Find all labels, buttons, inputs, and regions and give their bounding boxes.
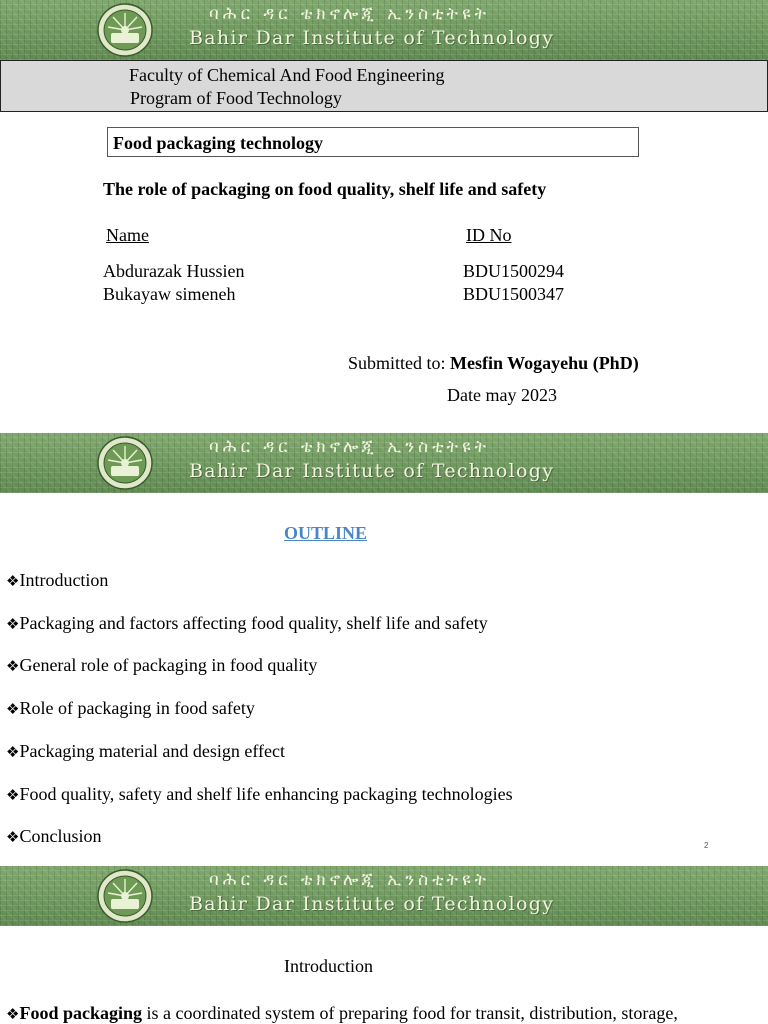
institute-logo-icon [97,869,153,923]
student-name: Abdurazak Hussien [103,261,245,281]
institute-logo-icon [97,436,153,490]
outline-item-text: Packaging material and design effect [19,741,286,761]
bullet-diamond-icon: ❖ [6,786,20,804]
id-header: ID No [466,225,512,245]
outline-item [6,826,101,847]
banner-amharic-title: ባሕር ዳር ቴክኖሎጂ ኢንስቲትዩት [209,870,490,890]
banner-amharic-title: ባሕር ዳር ቴክኖሎጂ ኢንስቲትዩት [209,4,490,24]
bullet-diamond-icon: ❖ [6,572,20,590]
course-title: Food packaging technology [113,133,324,153]
outline-item-text: General role of packaging in food quality [19,655,318,675]
program-name: Program of Food Technology [130,88,342,108]
outline-item [6,655,317,676]
institute-banner [0,0,768,60]
faculty-name: Faculty of Chemical And Food Engineering [129,65,445,85]
intro-text: is a coordinated system of preparing food for transit, distribution, storage, [141,1003,678,1023]
bullet-diamond-icon: ❖ [6,700,20,718]
intro-bold-term: Food packaging [19,1003,142,1023]
student-id: BDU1500294 [463,261,565,281]
outline-item-text: Conclusion [19,826,102,846]
outline-item [6,784,513,805]
outline-heading: OUTLINE [284,523,368,543]
institute-banner [0,866,768,926]
outline-item-text: Introduction [19,570,109,590]
advisor-name: Mesfin Wogayehu (PhD) [450,353,639,373]
name-header: Name [106,225,149,245]
bullet-diamond-icon: ❖ [6,615,20,633]
outline-item [6,698,255,719]
outline-item [6,570,108,591]
banner-english-title: Bahir Dar Institute of Technology [189,460,555,482]
submitted-line [348,353,639,374]
outline-item-text: Food quality, safety and shelf life enhancing packaging technologies [19,784,513,804]
outline-item-text: Role of packaging in food safety [19,698,255,718]
institute-banner [0,433,768,493]
submission-date: Date may 2023 [447,385,557,405]
student-name: Bukayaw simeneh [103,284,236,304]
document-title: The role of packaging on food quality, shelf life and safety [103,179,547,199]
bullet-diamond-icon: ❖ [6,743,20,761]
banner-english-title: Bahir Dar Institute of Technology [189,893,555,915]
outline-item [6,613,488,634]
intro-paragraph [6,1003,678,1024]
bullet-diamond-icon: ❖ [6,1005,20,1023]
banner-amharic-title: ባሕር ዳር ቴክኖሎጂ ኢንስቲትዩት [209,437,490,457]
submitted-label: Submitted to: [348,353,446,373]
banner-english-title: Bahir Dar Institute of Technology [189,27,555,49]
student-id: BDU1500347 [463,284,565,304]
bullet-diamond-icon: ❖ [6,657,20,675]
intro-heading: Introduction [284,956,373,976]
outline-item [6,741,285,762]
outline-item-text: Packaging and factors affecting food quality, shelf life and safety [19,613,488,633]
bullet-diamond-icon: ❖ [6,828,20,846]
page-number: 2 [704,841,709,850]
institute-logo-icon [97,3,153,57]
